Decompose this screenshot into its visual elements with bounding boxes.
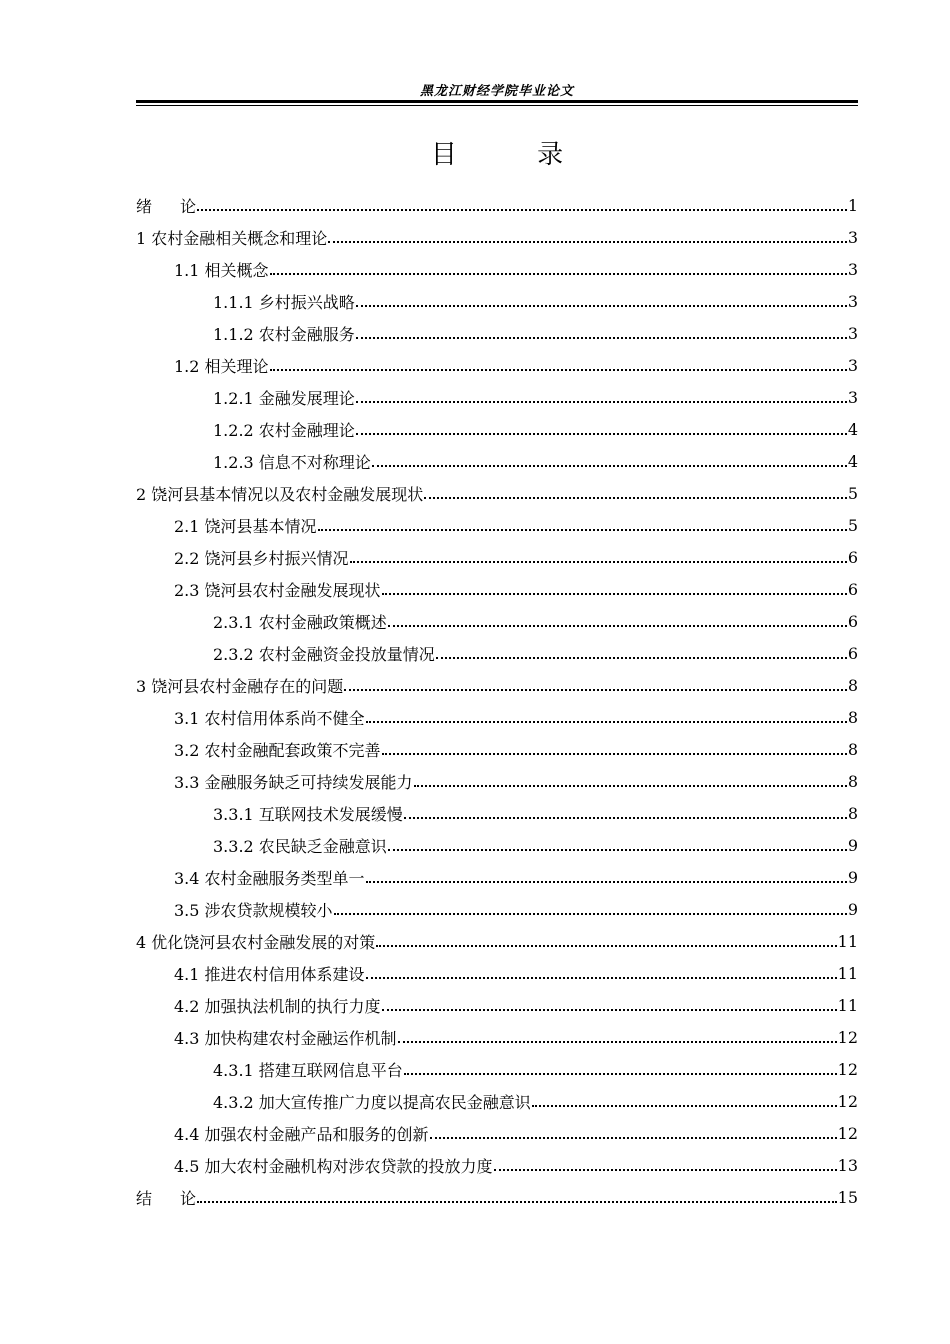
toc-dot-leader (344, 689, 847, 691)
toc-page-number: 3 (847, 259, 858, 279)
toc-entry-text: 2.3.1 农村金融政策概述 (213, 612, 387, 632)
toc-dot-leader (334, 913, 847, 915)
toc-page-number: 4 (847, 451, 858, 471)
toc-entry-text: 3.1 农村信用体系尚不健全 (174, 708, 365, 728)
toc-page-number: 6 (847, 611, 858, 631)
toc-page-number: 8 (847, 803, 858, 823)
toc-dot-leader (388, 625, 847, 627)
toc-entry[interactable] (136, 829, 858, 861)
toc-entry[interactable] (136, 189, 858, 221)
running-header: 黑龙江财经学院毕业论文 (419, 84, 574, 99)
toc-dot-leader (404, 1073, 837, 1075)
toc-dot-leader (356, 433, 847, 435)
toc-entry[interactable] (136, 253, 858, 285)
toc-entry-text: 3.5 涉农贷款规模较小 (174, 900, 333, 920)
toc-entry-text: 4.2 加强执法机制的执行力度 (174, 996, 381, 1016)
toc-dot-leader (424, 497, 847, 499)
toc-page-number: 8 (847, 675, 858, 695)
toc-entry-text: 1.1.1 乡村振兴战略 (213, 292, 355, 312)
toc-entry-text: 3.3 金融服务缺乏可持续发展能力 (174, 772, 413, 792)
toc-dot-leader (382, 753, 847, 755)
toc-entry[interactable] (136, 477, 858, 509)
table-of-contents (136, 189, 858, 1213)
toc-entry-text: 4.4 加强农村金融产品和服务的创新 (174, 1124, 429, 1144)
toc-dot-leader (388, 849, 847, 851)
toc-entry[interactable] (136, 541, 858, 573)
toc-page-number: 3 (847, 355, 858, 375)
toc-page-number: 12 (837, 1123, 858, 1143)
toc-dot-leader (366, 881, 847, 883)
toc-page-number: 11 (837, 931, 858, 951)
toc-page-number: 8 (847, 739, 858, 759)
toc-page-number: 6 (847, 579, 858, 599)
toc-entry[interactable] (136, 893, 858, 925)
toc-dot-leader (328, 241, 847, 243)
toc-entry[interactable] (136, 509, 858, 541)
header-rule-thick (136, 100, 858, 103)
toc-entry-text: 1.2.2 农村金融理论 (213, 420, 355, 440)
toc-page-number: 13 (837, 1155, 858, 1175)
toc-entry-text: 2.3 饶河县农村金融发展现状 (174, 580, 381, 600)
toc-entry[interactable] (136, 669, 858, 701)
toc-dot-leader (270, 273, 847, 275)
toc-entry[interactable] (136, 573, 858, 605)
toc-dot-leader (366, 721, 847, 723)
toc-entry[interactable] (136, 925, 858, 957)
toc-entry-text: 1 农村金融相关概念和理论 (136, 228, 328, 248)
toc-entry-text: 4.3 加快构建农村金融运作机制 (174, 1028, 397, 1048)
toc-page-number: 12 (837, 1059, 858, 1079)
toc-page-number: 9 (847, 867, 858, 887)
header-rule-thin (136, 105, 858, 106)
toc-page-number: 3 (847, 323, 858, 343)
toc-entry[interactable] (136, 797, 858, 829)
toc-dot-leader (414, 785, 847, 787)
toc-entry-text: 4 优化饶河县农村金融发展的对策 (136, 932, 376, 952)
toc-page-number: 6 (847, 643, 858, 663)
toc-dot-leader (270, 369, 847, 371)
toc-entry[interactable] (136, 605, 858, 637)
toc-page-number: 4 (847, 419, 858, 439)
toc-dot-leader (494, 1169, 837, 1171)
toc-page-number: 3 (847, 291, 858, 311)
toc-dot-leader (318, 529, 847, 531)
toc-page-number: 3 (847, 387, 858, 407)
toc-entry-text: 4.3.2 加大宣传推广力度以提高农民金融意识 (213, 1092, 531, 1112)
toc-dot-leader (356, 401, 847, 403)
toc-entry-text: 2 饶河县基本情况以及农村金融发展现状 (136, 484, 424, 504)
toc-entry[interactable] (136, 1117, 858, 1149)
toc-dot-leader (350, 561, 847, 563)
toc-entry-text: 1.2.3 信息不对称理论 (213, 452, 371, 472)
toc-entry-text: 1.2 相关理论 (174, 356, 269, 376)
toc-entry[interactable] (136, 221, 858, 253)
toc-page-number: 11 (837, 995, 858, 1015)
toc-entry[interactable] (136, 989, 858, 1021)
toc-entry[interactable] (136, 381, 858, 413)
toc-entry-text: 2.1 饶河县基本情况 (174, 516, 317, 536)
toc-page-number: 8 (847, 771, 858, 791)
toc-entry-text: 3 饶河县农村金融存在的问题 (136, 676, 344, 696)
toc-page-number: 9 (847, 835, 858, 855)
toc-dot-leader (382, 593, 847, 595)
toc-dot-leader (398, 1041, 837, 1043)
toc-entry[interactable] (136, 1085, 858, 1117)
toc-page-number: 1 (847, 195, 858, 215)
toc-entry-text: 1.2.1 金融发展理论 (213, 388, 355, 408)
toc-page-number: 8 (847, 707, 858, 727)
toc-title: 目 录 (430, 140, 600, 170)
toc-entry[interactable] (136, 1181, 858, 1213)
toc-dot-leader (382, 1009, 837, 1011)
toc-entry[interactable] (136, 957, 858, 989)
toc-entry[interactable] (136, 1053, 858, 1085)
toc-entry[interactable] (136, 733, 858, 765)
toc-entry[interactable] (136, 285, 858, 317)
toc-entry[interactable] (136, 1149, 858, 1181)
toc-page-number: 5 (847, 515, 858, 535)
toc-entry-text: 绪论 (136, 196, 197, 216)
toc-dot-leader (376, 945, 836, 947)
toc-entry[interactable] (136, 349, 858, 381)
toc-page-number: 3 (847, 227, 858, 247)
toc-dot-leader (366, 977, 837, 979)
toc-entry-text: 4.3.1 搭建互联网信息平台 (213, 1060, 403, 1080)
toc-entry-text: 3.3.2 农民缺乏金融意识 (213, 836, 387, 856)
toc-page-number: 5 (847, 483, 858, 503)
toc-entry-text: 3.2 农村金融配套政策不完善 (174, 740, 381, 760)
toc-entry[interactable] (136, 701, 858, 733)
toc-page-number: 6 (847, 547, 858, 567)
toc-entry[interactable] (136, 1021, 858, 1053)
toc-dot-leader (436, 657, 847, 659)
toc-entry-text: 3.3.1 互联网技术发展缓慢 (213, 804, 403, 824)
toc-dot-leader (197, 1201, 837, 1203)
toc-entry[interactable] (136, 317, 858, 349)
toc-entry[interactable] (136, 637, 858, 669)
toc-entry-text: 1.1.2 农村金融服务 (213, 324, 355, 344)
toc-page-number: 15 (837, 1187, 858, 1207)
toc-dot-leader (430, 1137, 837, 1139)
toc-dot-leader (356, 337, 847, 339)
toc-dot-leader (372, 465, 847, 467)
toc-page-number: 11 (837, 963, 858, 983)
toc-entry[interactable] (136, 445, 858, 477)
toc-dot-leader (197, 209, 847, 211)
toc-entry-text: 2.3.2 农村金融资金投放量情况 (213, 644, 435, 664)
toc-entry-text: 2.2 饶河县乡村振兴情况 (174, 548, 349, 568)
toc-entry-text: 结论 (136, 1188, 197, 1208)
toc-dot-leader (356, 305, 847, 307)
toc-entry-text: 3.4 农村金融服务类型单一 (174, 868, 365, 888)
toc-entry[interactable] (136, 413, 858, 445)
toc-page-number: 9 (847, 899, 858, 919)
toc-entry-text: 1.1 相关概念 (174, 260, 269, 280)
toc-dot-leader (404, 817, 847, 819)
toc-page-number: 12 (837, 1027, 858, 1047)
toc-entry[interactable] (136, 861, 858, 893)
toc-page-number: 12 (837, 1091, 858, 1111)
toc-entry-text: 4.5 加大农村金融机构对涉农贷款的投放力度 (174, 1156, 493, 1176)
toc-dot-leader (532, 1105, 837, 1107)
toc-entry[interactable] (136, 765, 858, 797)
toc-entry-text: 4.1 推进农村信用体系建设 (174, 964, 365, 984)
